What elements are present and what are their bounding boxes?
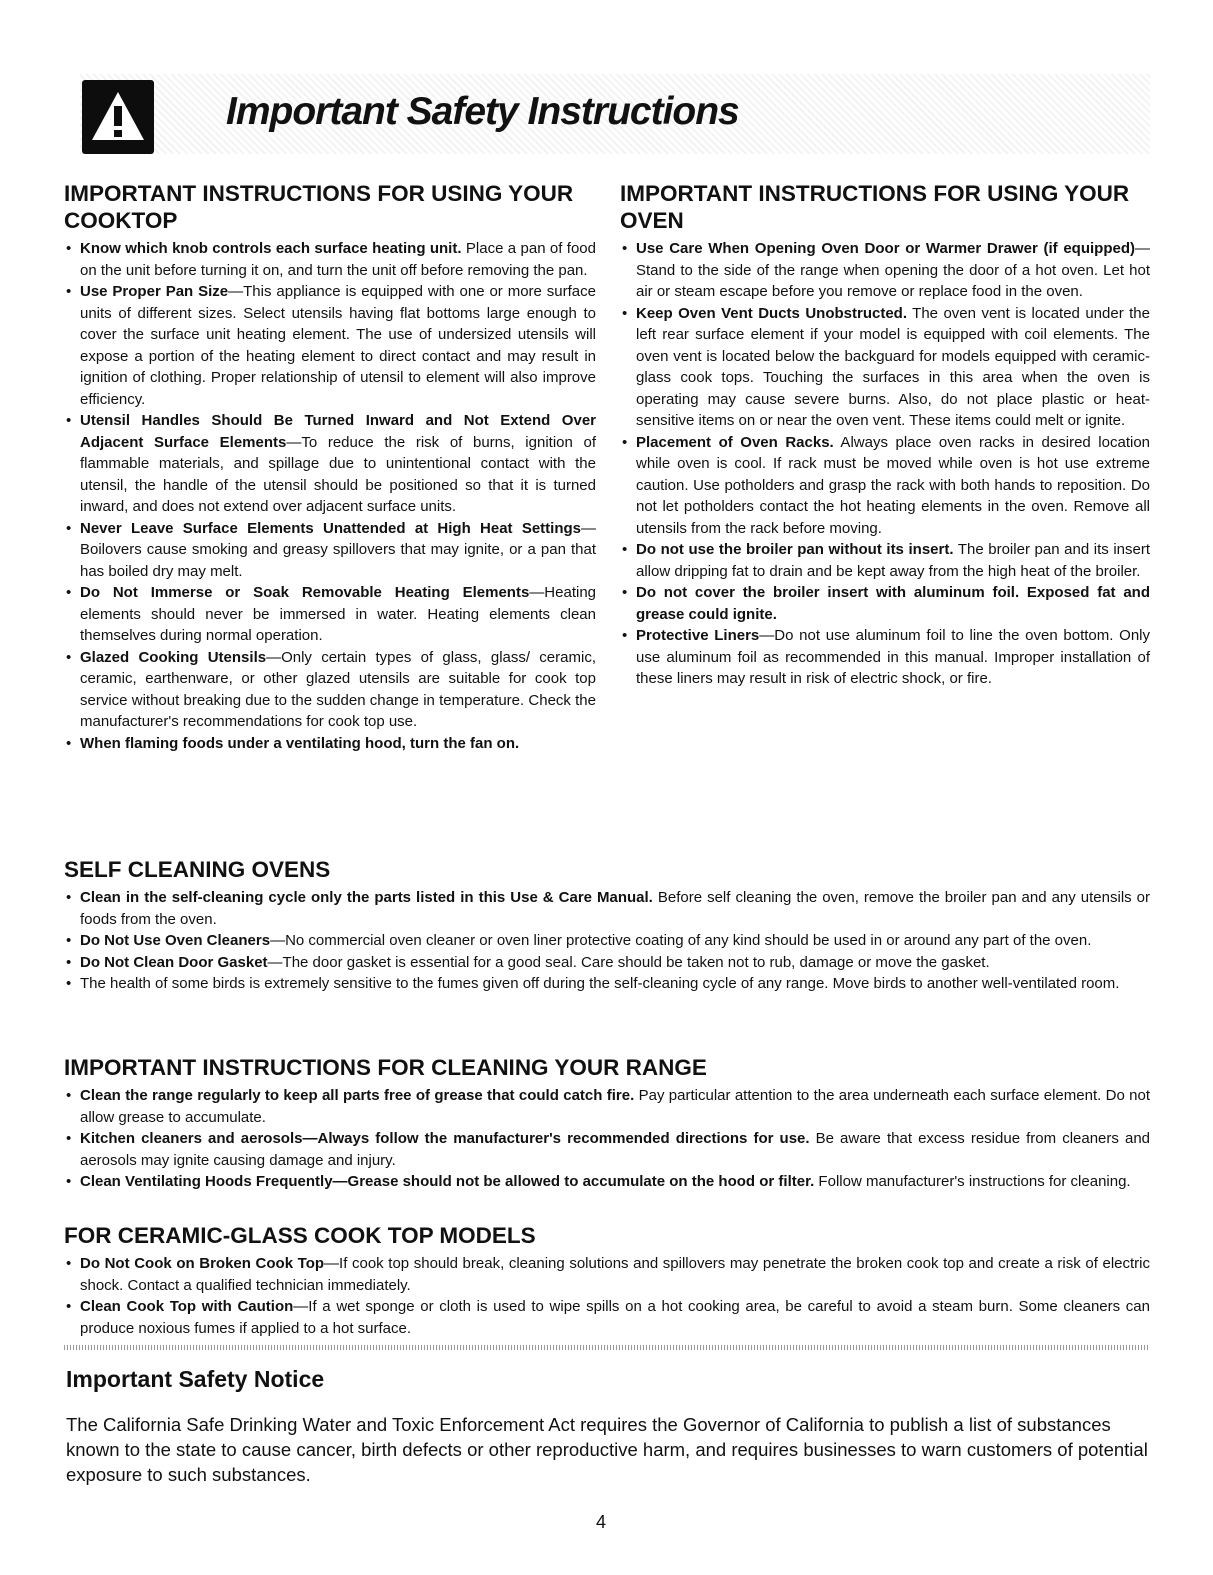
item-bold-text: Use Proper Pan Size [80, 283, 229, 300]
item-text: —Only certain types of glass, glass/ ceramic, ceramic, earthenware, or other glazed utensils are suitable for cook top service without breaking due to the sudden change in temperature. Check the manufacturer's recommendations for cook top use. [80, 648, 596, 730]
item-bold-text: Use Care When Opening Oven Door or Warmer Drawer (if equipped) [636, 240, 1135, 257]
cooktop-list [64, 238, 596, 754]
list-item [620, 303, 1150, 432]
self-cleaning-section [64, 856, 1150, 995]
page-number: 4 [596, 1512, 607, 1532]
list-item [64, 733, 596, 755]
item-bold-text: Do Not Cook on Broken Cook Top [80, 1255, 325, 1272]
ceramic-heading: FOR CERAMIC-GLASS COOK TOP MODELS [64, 1223, 536, 1248]
item-bold-text: Do Not Use Oven Cleaners [80, 932, 271, 949]
list-item [64, 281, 596, 410]
list-item [64, 887, 1150, 930]
ceramic-section [64, 1222, 1150, 1339]
notice-title: Important Safety Notice [66, 1366, 325, 1392]
list-item [620, 432, 1150, 540]
item-text: Before self cleaning the oven, remove the broiler pan and any utensils or foods from the oven. [80, 889, 1151, 928]
item-text: Pay particular attention to the area underneath each surface element. Do not allow grease to accumulate. [80, 1087, 1150, 1126]
cleaning-section [64, 1054, 1150, 1193]
list-item [620, 582, 1150, 625]
list-item [64, 1253, 1150, 1296]
item-text: Follow manufacturer's instructions for cleaning. [814, 1173, 1131, 1190]
item-bold-text: Glazed Cooking Utensils [80, 648, 267, 666]
list-item [64, 518, 596, 583]
item-text: —Heating elements should never be immersed in water. Heating elements clean themselves during normal operation. [80, 584, 596, 644]
notice-text: The California Safe Drinking Water and Toxic Enforcement Act requires the Governor of California to publish a list of substances known to the state to cause cancer, birth defects or other reproductive harm, and requires businesses to warn customers of potential exposure to such substances. [66, 1414, 1148, 1485]
item-bold-text: When flaming foods under a ventilating hood, turn the fan on. [80, 734, 520, 752]
cleaning-list [64, 1085, 1150, 1193]
item-text: The broiler pan and its insert allow dripping fat to drain and be kept away from the high heat of the broiler. [636, 541, 1151, 580]
list-item [64, 1085, 1150, 1128]
self-cleaning-heading: SELF CLEANING OVENS [64, 857, 331, 882]
item-bold-text: Do Not Immerse or Soak Removable Heating Elements [80, 584, 530, 601]
item-text: Be aware that excess residue from cleaners and aerosols may ignite causing damage and injury. [80, 1130, 1150, 1169]
item-bold-text: Do Not Clean Door Gasket [80, 953, 268, 971]
ceramic-list [64, 1253, 1150, 1339]
list-item [64, 973, 1150, 995]
item-text: Always place oven racks in desired location while oven is cool. If rack must be moved while oven is hot use extreme caution. Use potholders and grasp the rack with both hands to reposition. Do not let potholders contact the hot heating elements in the oven. Remove all utensils from the rack before moving. [636, 433, 1150, 537]
page-title: Important Safety Instructions [226, 90, 739, 133]
cleaning-heading: IMPORTANT INSTRUCTIONS FOR CLEANING YOUR RANGE [64, 1055, 707, 1080]
item-bold-text: Kitchen cleaners and aerosols—Always follow the manufacturer's recommended directions for use. [80, 1130, 810, 1147]
item-text: —No commercial oven cleaner or oven liner protective coating of any kind should be used in or around any part of the oven. [270, 932, 1092, 949]
item-text: Place a pan of food on the unit before turning it on, and turn the unit off before removing the pan. [80, 240, 596, 279]
item-bold-text: Clean Ventilating Hoods Frequently—Grease should not be allowed to accumulate on the hood or filter. [80, 1173, 815, 1190]
item-text: —To reduce the risk of burns, ignition of flammable materials, and spillage due to unintentional contact with the utensil, the handle of the utensil should be positioned so that it is turned inward, and does not extend over adjacent surface units. [80, 433, 596, 515]
list-item [64, 1171, 1150, 1193]
item-text: —The door gasket is essential for a good seal. Care should be taken not to rub, damage or move the gasket. [267, 953, 990, 971]
list-item [64, 930, 1150, 952]
item-text: —Boilovers cause smoking and greasy spillovers that may ignite, or a pan that has boiled dry may melt. [80, 519, 596, 580]
item-text: The health of some birds is extremely sensitive to the fumes given off during the self-cleaning cycle of any range. Move birds to another well-ventilated room. [80, 975, 1120, 992]
item-bold-text: Clean in the self-cleaning cycle only the parts listed in this Use & Care Manual. [80, 889, 653, 906]
item-bold-text: Clean the range regularly to keep all parts free of grease that could catch fire. [80, 1087, 635, 1104]
oven-section [620, 180, 1150, 690]
list-item [64, 647, 596, 733]
list-item [64, 1296, 1150, 1339]
list-item [64, 582, 596, 647]
item-bold-text: Utensil Handles Should Be Turned Inward and Not Extend Over Adjacent Surface Elements [80, 412, 596, 451]
oven-list [620, 238, 1150, 690]
item-bold-text: Clean Cook Top with Caution [80, 1298, 294, 1315]
oven-heading: IMPORTANT INSTRUCTIONS FOR USING YOUR OVEN [620, 181, 1130, 233]
list-item [64, 1128, 1150, 1171]
list-item [620, 238, 1150, 303]
section-divider [64, 1345, 1150, 1350]
self-cleaning-list [64, 887, 1150, 995]
list-item [64, 410, 596, 518]
item-bold-text: Keep Oven Vent Ducts Unobstructed. [636, 304, 907, 322]
item-bold-text: Protective Liners [636, 627, 760, 644]
item-bold-text: Never Leave Surface Elements Unattended at High Heat Settings [80, 519, 581, 537]
item-text: —Do not use aluminum foil to line the oven bottom. Only use aluminum foil as recommended in this manual. Improper installation of these liners may result in risk of electric shock, or fire. [636, 627, 1150, 687]
warning-triangle-icon [82, 80, 154, 154]
item-text: —If cook top should break, cleaning solutions and spillovers may penetrate the broken cook top and create a risk of electric shock. Contact a qualified technician immediately. [80, 1255, 1150, 1294]
item-text: The oven vent is located under the left rear surface element if your model is equipped with coil elements. The oven vent is located below the backguard for models equipped with ceramic-glass cook tops. Touching the surfaces in this area when the oven is operating may cause severe burns. Also, do not place plastic or heat-sensitive items on or near the oven vent. These items could melt or ignite. [636, 304, 1150, 429]
item-bold-text: Know which knob controls each surface heating unit. [80, 240, 462, 257]
item-text: —Stand to the side of the range when opening the door of a hot oven. Let hot air or steam escape before you remove or replace food in the oven. [636, 240, 1150, 300]
list-item [64, 952, 1150, 974]
item-bold-text: Do not cover the broiler insert with aluminum foil. Exposed fat and grease could ignite. [636, 584, 1150, 623]
item-bold-text: Placement of Oven Racks. [636, 433, 834, 451]
list-item [620, 539, 1150, 582]
list-item [64, 238, 596, 281]
item-text: —This appliance is equipped with one or more surface units of different sizes. Select utensils having flat bottoms large enough to cover the surface unit heating element. The use of undersized utensils will expose a portion of the heating element to direct contact and may result in ignition of clothing. Proper relationship of utensil to element will also improve efficiency. [80, 283, 596, 408]
item-text: —If a wet sponge or cloth is used to wipe spills on a hot cooking area, be careful to avoid a steam burn. Some cleaners can produce noxious fumes if applied to a hot surface. [80, 1298, 1150, 1337]
list-item [620, 625, 1150, 690]
cooktop-heading: IMPORTANT INSTRUCTIONS FOR USING YOUR COOKTOP [64, 181, 574, 233]
cooktop-section [64, 180, 596, 754]
item-bold-text: Do not use the broiler pan without its insert. [636, 541, 954, 558]
